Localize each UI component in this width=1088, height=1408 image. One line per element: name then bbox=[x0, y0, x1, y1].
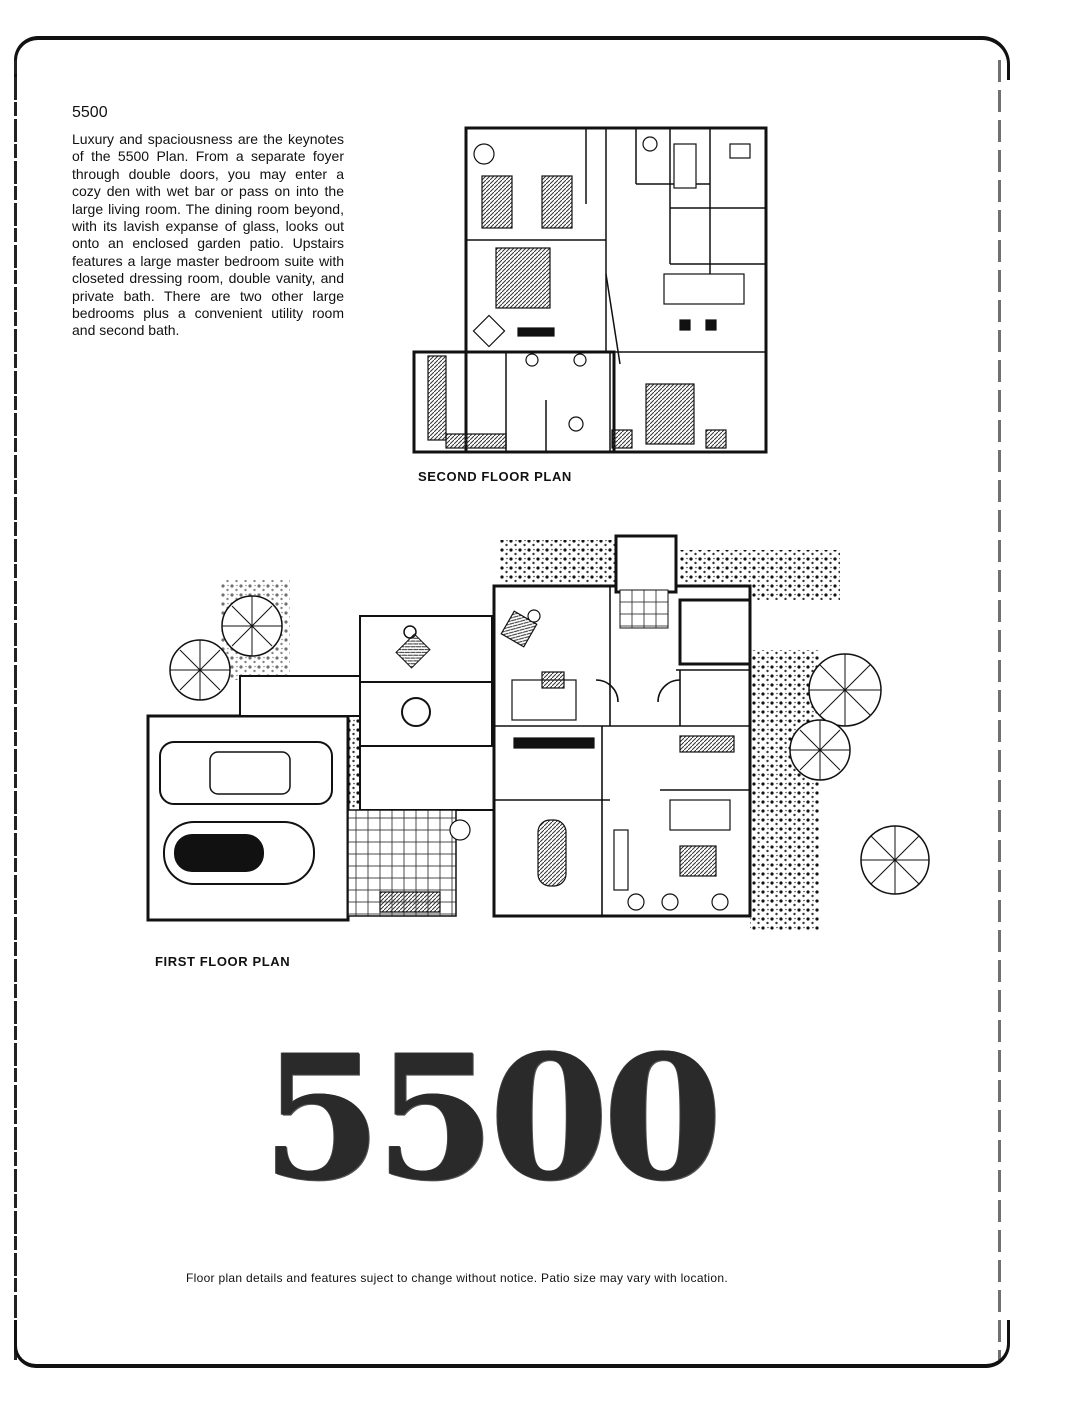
second-floor-plan-drawing bbox=[410, 124, 770, 460]
page-border-bottom bbox=[14, 1320, 1010, 1368]
first-floor-plan-drawing bbox=[140, 530, 940, 950]
plan-number-heading: 5500 bbox=[72, 104, 108, 121]
first-floor-plan-label: FIRST FLOOR PLAN bbox=[155, 954, 291, 969]
plan-description: Luxury and spaciousness are the keynotes of the 5500 Plan. From a separate foyer through double doors, you may enter a cozy den with wet bar or pass on into the large living room. The dining room beyond, with its lavish expanse of glass, looks out onto an enclosed garden patio. Upstairs features a large master bedroom suite with closeted dressing room, double vanity, and private bath. There are two other large bedrooms plus a convenient utility room and second bath. bbox=[72, 131, 344, 339]
plan-number-display: 5500 bbox=[262, 1016, 717, 1219]
page-border-top bbox=[14, 36, 1010, 80]
page-border-left bbox=[14, 60, 17, 1360]
page-border-right bbox=[998, 60, 1001, 1360]
second-floor-plan-label: SECOND FLOOR PLAN bbox=[418, 469, 572, 484]
disclaimer-text: Floor plan details and features suject to change without notice. Patio size may vary with location. bbox=[186, 1271, 728, 1285]
